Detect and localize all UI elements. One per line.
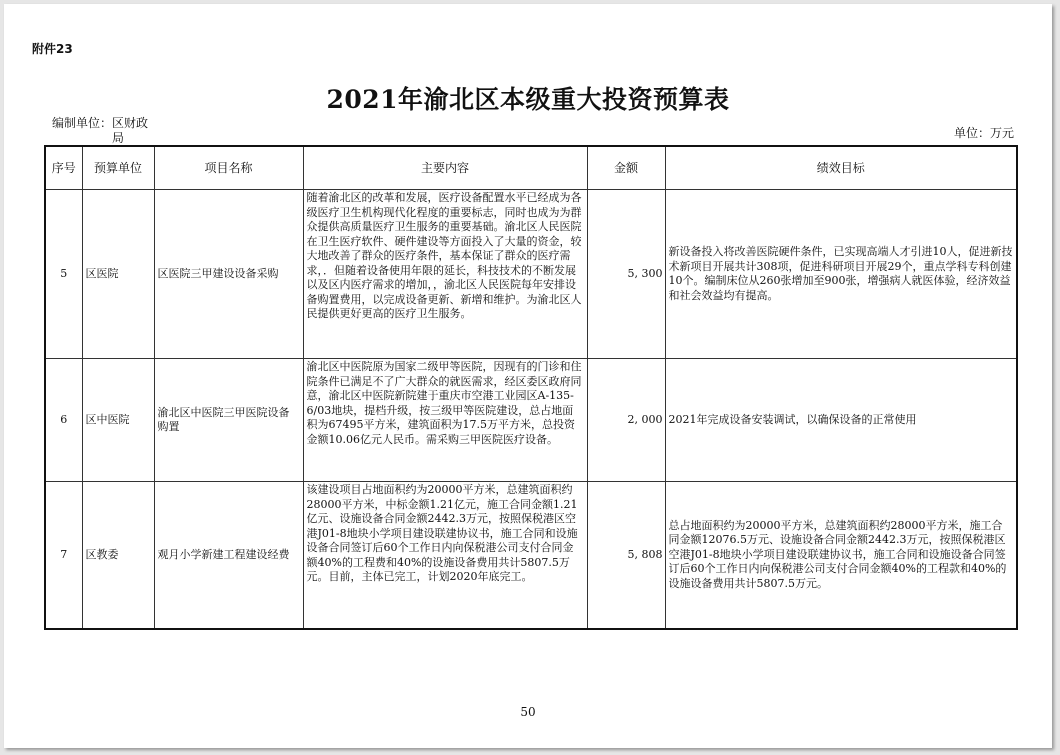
col-header-goal: 绩效目标 bbox=[665, 146, 1017, 190]
budget-table bbox=[44, 145, 1018, 630]
page-title: 2021年渝北区本级重大投资预算表 bbox=[326, 85, 730, 114]
table-row bbox=[45, 482, 1017, 630]
attachment-label: 附件23 bbox=[32, 42, 73, 56]
col-header-amount: 金额 bbox=[587, 146, 665, 190]
page-number: 50 bbox=[520, 705, 536, 719]
cell-no: 6 bbox=[45, 359, 82, 482]
cell-project: 观月小学新建工程建设经费 bbox=[154, 482, 303, 630]
cell-amount: 2, 000 bbox=[587, 359, 665, 482]
cell-goal: 总占地面积约为20000平方米，总建筑面积约28000平方米，施工合同金额12076.5万元、设施设备合同金额2442.3万元，按照保税港区空港J01-8地块小学项目建设联建协议书，施工合同和设施设备合同签订后60个工作日内向保税港公司支付合同金额40%的工程款和40%的设施设备费用共计5807.5万元。 bbox=[665, 482, 1017, 630]
cell-amount: 5, 808 bbox=[587, 482, 665, 630]
cell-content: 该建设项目占地面积约为20000平方米，总建筑面积约28000平方米，中标金额1.21亿元，施工合同金额1.21亿元、设施设备合同金额2442.3万元，按照保税港区空港J01-8地块小学项目建设联建协议书，施工合同和设施设备合同签订后60个工作日内向保税港公司支付合同金额40%的工程费和40%的设施设备费用共计5807.5万元。目前，主体已完工，计划2020年底完工。 bbox=[303, 482, 587, 630]
cell-no: 5 bbox=[45, 190, 82, 359]
cell-goal: 2021年完成设备安装调试，以确保设备的正常使用 bbox=[665, 359, 1017, 482]
cell-amount: 5, 300 bbox=[587, 190, 665, 359]
cell-unit: 区医院 bbox=[82, 190, 154, 359]
col-header-content: 主要内容 bbox=[303, 146, 587, 190]
cell-unit: 区中医院 bbox=[82, 359, 154, 482]
col-header-project: 项目名称 bbox=[154, 146, 303, 190]
cell-content: 随着渝北区的改革和发展，医疗设备配置水平已经成为各级医疗卫生机构现代化程度的重要标志，同时也成为为群众提供高质量医疗卫生服务的重要基础。渝北区人民医院在卫生医疗软件、硬件建设等方面投入了大量的资金，较大地改善了群众的医疗条件，基本保证了群众的医疗需求，．但随着设备使用年限的延长，科技技术的不断发展以及区内医疗需求的增加，，渝北区人民医院每年安排设备购置费用，以完成设备更新、新增和维护。为渝北区人民提供更好更高的医疗卫生服务。 bbox=[303, 190, 587, 359]
cell-project: 渝北区中医院三甲医院设备购置 bbox=[154, 359, 303, 482]
unit-label: 单位：万元 bbox=[953, 126, 1014, 140]
cell-unit: 区教委 bbox=[82, 482, 154, 630]
preparing-unit bbox=[52, 116, 152, 146]
col-header-no: 序号 bbox=[45, 146, 82, 190]
cell-no: 7 bbox=[45, 482, 82, 630]
cell-goal: 新设备投入将改善医院硬件条件，已实现高端人才引进10人，促进新技术新项目开展共计308项，促进科研项目开展29个，重点学科专科创建10个。编制床位从260张增加至900张，增强病人就医体验，经济效益和社会效益均有提高。 bbox=[665, 190, 1017, 359]
document-page bbox=[4, 4, 1052, 748]
preparing-unit-value: 区财政局 bbox=[112, 116, 149, 145]
cell-project: 区医院三甲建设设备采购 bbox=[154, 190, 303, 359]
preparing-unit-key: 编制单位： bbox=[52, 116, 113, 130]
table-header-row bbox=[45, 146, 1017, 190]
cell-content: 渝北区中医院原为国家二级甲等医院，因现有的门诊和住院条件已满足不了广大群众的就医需求，经区委区政府同意，渝北区中医院新院建于重庆市空港工业园区A-135-6/03地块，提档升级，按三级甲等医院建设，总占地面积为67495平方米，建筑面积为17.5万平方米，总投资金额10.06亿元人民币。需采购三甲医院医疗设备。 bbox=[303, 359, 587, 482]
table-row bbox=[45, 190, 1017, 359]
col-header-unit: 预算单位 bbox=[82, 146, 154, 190]
table-row bbox=[45, 359, 1017, 482]
